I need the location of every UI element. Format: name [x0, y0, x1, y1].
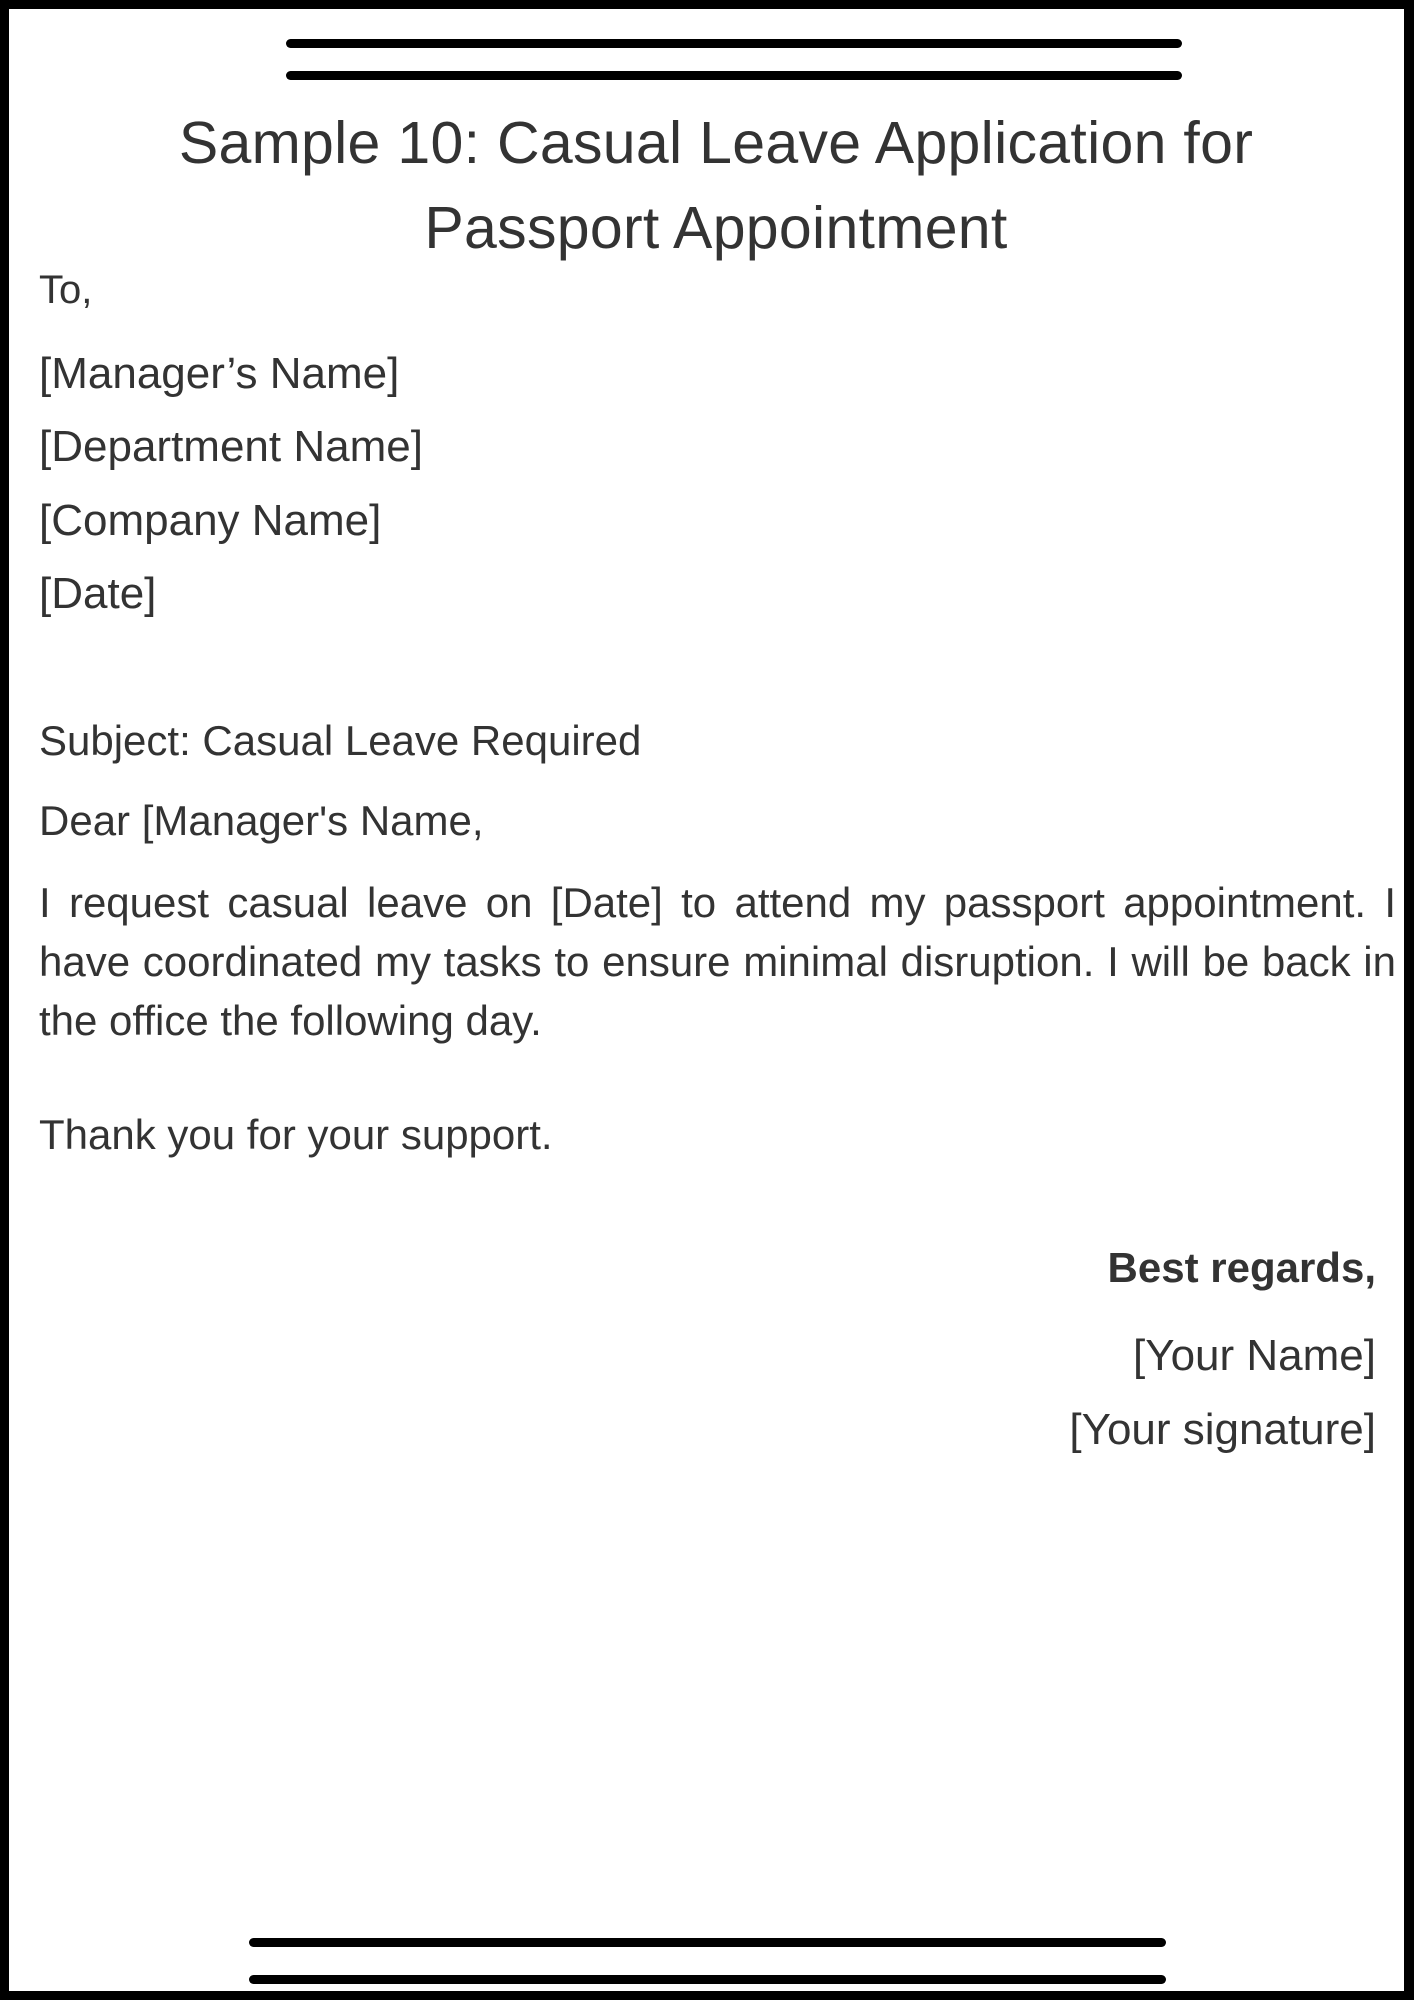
bottom-decorative-rule-2 [249, 1975, 1166, 1984]
sender-name: [Your Name] [1133, 1331, 1376, 1380]
thanks-line: Thank you for your support. [39, 1111, 553, 1158]
title-line-1: Sample 10: Casual Leave Application for [178, 110, 1254, 176]
top-decorative-rule-2 [286, 71, 1182, 80]
subject-line: Subject: Casual Leave Required [39, 717, 642, 764]
sender-signature: [Your signature] [1069, 1405, 1376, 1454]
recipient-to-label: To, [39, 268, 93, 312]
recipient-date: [Date] [39, 569, 157, 618]
recipient-manager-name: [Manager’s Name] [39, 349, 400, 398]
title-line-2: Passport Appointment [424, 195, 1008, 261]
recipient-department-name: [Department Name] [39, 422, 423, 471]
page-title [39, 101, 1393, 271]
greeting-line: Dear [Manager's Name, [39, 797, 484, 844]
closing-regards: Best regards, [1107, 1244, 1376, 1291]
recipient-company-name: [Company Name] [39, 496, 382, 545]
top-decorative-rule-1 [286, 39, 1182, 48]
bottom-decorative-rule-1 [249, 1938, 1166, 1947]
body-paragraph: I request casual leave on [Date] to attend my passport appointment. I have coordinated my tasks to ensure minimal disruption. I will be back in the office the following day. [39, 879, 1396, 1044]
